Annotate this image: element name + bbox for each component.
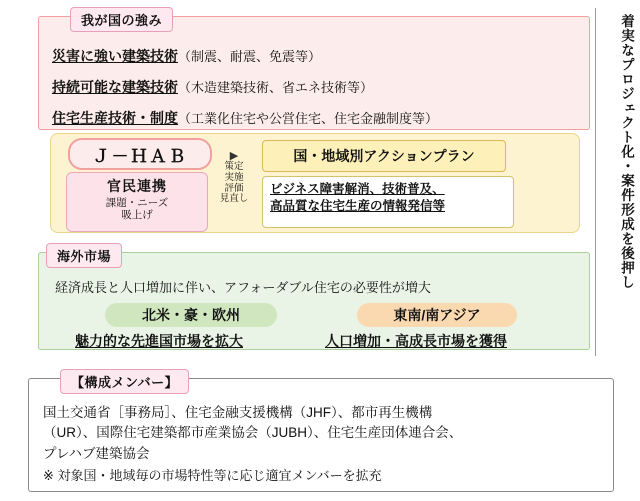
public-private-box	[66, 172, 208, 232]
members-note: ※ 対象国・地域毎の市場特性等に応じ適宜メンバーを拡充	[43, 467, 382, 483]
overseas-title: 海外市場	[46, 243, 122, 268]
strength-row	[52, 46, 321, 66]
cycle-arrow-icon: ▶	[229, 150, 239, 162]
region-pill-asia: 東南/南アジア	[357, 303, 517, 327]
members-panel	[28, 378, 614, 492]
strength-head: 住宅生産技術・制度	[52, 110, 178, 126]
cycle-arrow-group	[212, 150, 256, 214]
region-caption-developed: 魅力的な先進国市場を拡大	[75, 333, 243, 349]
right-vertical-caption: 着実なプロジェクト化・案件形成を後押し	[619, 14, 634, 290]
region-pill-developed: 北米・豪・欧州	[105, 303, 277, 327]
public-private-title: 官民連携	[107, 178, 167, 194]
strength-tail: （制震、耐震、免震等）	[178, 49, 322, 64]
business-line: ビジネス障害解消、技術普及、	[270, 182, 445, 196]
strength-row	[52, 108, 438, 128]
strength-head: 災害に強い建築技術	[52, 48, 178, 64]
members-line: 国土交通省［事務局］、住宅金融支援機構（JHF）、都市再生機構	[43, 405, 433, 420]
public-private-subtitle: 課題・ニーズ 吸上げ	[105, 197, 169, 222]
strength-tail: （木造建築技術、省エネ技術等）	[178, 80, 374, 95]
strength-row	[52, 77, 373, 97]
strength-tail: （工業化住宅や公営住宅、住宅金融制度等）	[178, 111, 439, 126]
region-caption-asia: 人口増加・高成長市場を獲得	[325, 333, 507, 349]
business-effects-box	[262, 176, 514, 228]
strengths-rows	[38, 16, 588, 128]
members-text	[43, 403, 599, 485]
vertical-divider	[595, 8, 596, 356]
action-plan-box: 国・地域別アクションプラン	[262, 140, 506, 172]
business-line: 高品質な住宅生産の情報発信等	[270, 198, 446, 213]
strengths-title: 我が国の強み	[70, 7, 173, 32]
members-line: プレハブ建築協会	[43, 445, 150, 461]
cycle-arrow-label: 策定 実施 評価 見直し	[219, 161, 249, 205]
members-title: 【構成メンバー】	[60, 369, 189, 394]
overseas-lead-text: 経済成長と人口増加に伴い、アフォーダブル住宅の必要性が増大	[55, 280, 431, 295]
jhab-badge: Ｊ－ＨＡＢ	[68, 138, 212, 170]
members-line: （UR）、国際住宅建築都市産業協会（JUBH）、住宅生産団体連合会、	[43, 425, 463, 441]
strength-head: 持続可能な建築技術	[52, 79, 178, 95]
